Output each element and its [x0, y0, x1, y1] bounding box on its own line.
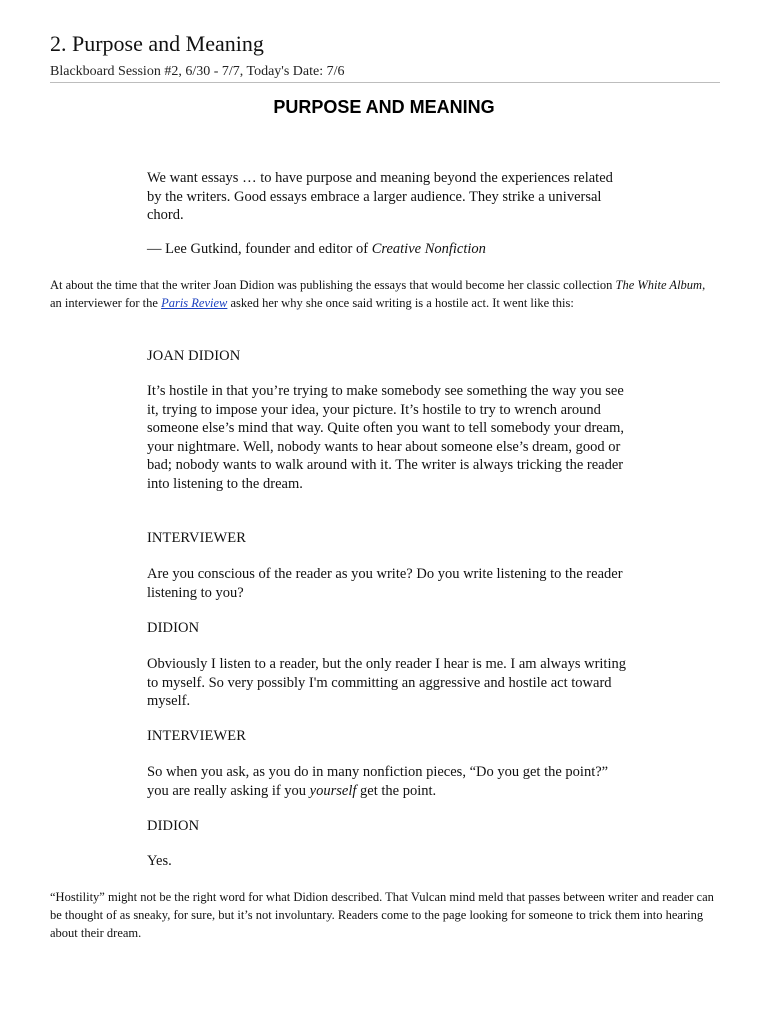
intro-book-title: The White Album [615, 278, 703, 292]
speaker-label: INTERVIEWER [147, 728, 246, 744]
attribution-work: Creative Nonfiction [371, 241, 486, 257]
speaker-label: INTERVIEWER [147, 530, 246, 546]
question-emphasis: yourself [309, 782, 357, 799]
header-divider [50, 82, 720, 83]
speaker-label: DIDION [147, 620, 200, 636]
paris-review-link[interactable]: Paris Review [161, 296, 228, 310]
interviewer-question [147, 763, 627, 800]
intro-text-2: , an interviewer for the [50, 278, 706, 310]
attribution-prefix: — Lee Gutkind, founder and editor of [147, 241, 372, 257]
epigraph-quote: We want essays … to have purpose and meaning beyond the experiences related by the writers. Good essays embrace a larger audience. They strike a universal chord. [147, 170, 613, 223]
interviewer-question: Are you conscious of the reader as you write? Do you write listening to the reader listening to you? [147, 566, 623, 601]
intro-text-1: At about the time that the writer Joan Didion was publishing the essays that would become her classic collection [50, 278, 616, 292]
speaker-label: DIDION [147, 818, 200, 834]
didion-answer: It’s hostile in that you’re trying to make somebody see something the way you see it, trying to impose your idea, your picture. It’s hostile to try to wrench around someone else’s mind that way. Quite often you want to tell somebody your dream, your nightmare. Well, nobody wants to hear about someone else’s dream, good or bad; nobody wants to walk around with it. The writer is always tricking the reader into listening to the dream. [147, 383, 625, 492]
didion-answer: Obviously I listen to a reader, but the only reader I hear is me. I am always writing to myself. So very possibly I'm committing an aggressive and hostile act toward myself. [147, 656, 626, 709]
question-text-2: get the point. [356, 782, 437, 799]
section-heading: PURPOSE AND MEANING [273, 97, 495, 117]
session-info: Blackboard Session #2, 6/30 - 7/7, Today's Date: 7/6 [50, 64, 345, 79]
question-text-1: So when you ask, as you do in many nonfiction pieces, “Do you get the point?” you are really asking if you [147, 764, 609, 799]
speaker-label: JOAN DIDION [147, 348, 241, 364]
closing-paragraph: “Hostility” might not be the right word for what Didion described. That Vulcan mind meld that passes between writer and reader can be thought of as sneaky, for sure, but it’s not involuntary. Readers come to the page looking for someone to trick them into hearing about their dream. [50, 890, 714, 940]
epigraph-attribution [147, 240, 627, 259]
intro-text-3: asked her why she once said writing is a hostile act. It went like this: [227, 296, 574, 310]
intro-paragraph [50, 276, 720, 312]
page-title: 2. Purpose and Meaning [50, 31, 264, 56]
didion-answer: Yes. [147, 853, 172, 869]
